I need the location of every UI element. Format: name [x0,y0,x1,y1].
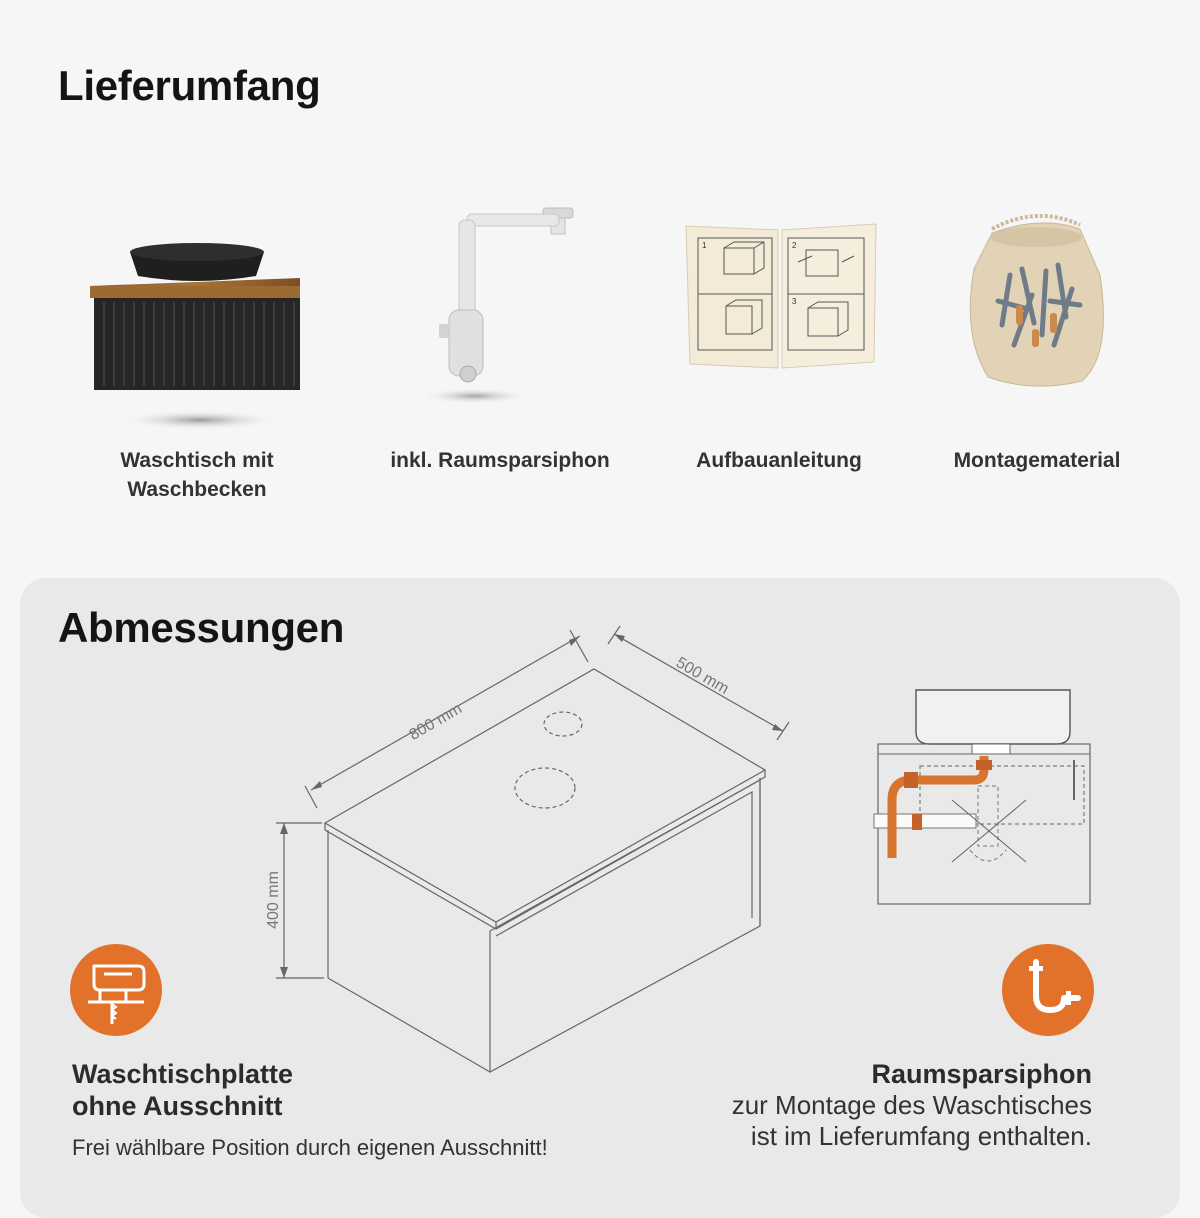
caption-vanity-line2: Waschbecken [127,478,267,501]
caption-mounting-material: Montagematerial [953,449,1121,472]
section-title-delivery: Lieferumfang [58,62,321,109]
dimension-depth-label: 500 mm [672,654,732,698]
feature-left-title-line2: ohne Ausschnitt [72,1091,283,1121]
feature-left-text: Frei wählbare Position durch eigenen Ausschnitt! [72,1135,548,1160]
siphon-installation-diagram [860,682,1100,912]
feature-right-text [732,1090,1092,1152]
caption-vanity-line1: Waschtisch mit [120,449,274,472]
caption-manual: Aufbauanleitung [696,449,862,472]
manual-step-3: 3 [792,297,797,306]
feature-right-text-line1: zur Montage des Waschtisches [731,1090,1092,1120]
dimension-height-label: 400 mm [265,871,282,929]
feature-left-title [72,1058,293,1122]
manual-step-2: 2 [792,241,797,250]
dimension-width-label: 800 mm [406,700,466,744]
siphon-icon-badge [1002,944,1094,1036]
caption-siphon: inkl. Raumsparsiphon [390,449,610,472]
section-title-dimensions: Abmessungen [58,604,345,651]
jigsaw-icon-badge [70,944,162,1036]
siphon-icon [1002,944,1094,1036]
jigsaw-icon [70,944,162,1036]
manual-step-1: 1 [702,241,707,250]
feature-left-title-line1: Waschtischplatte [72,1059,294,1089]
feature-right-title: Raumsparsiphon [871,1059,1092,1089]
feature-right-text-line2: ist im Lieferumfang enthalten. [750,1121,1092,1151]
